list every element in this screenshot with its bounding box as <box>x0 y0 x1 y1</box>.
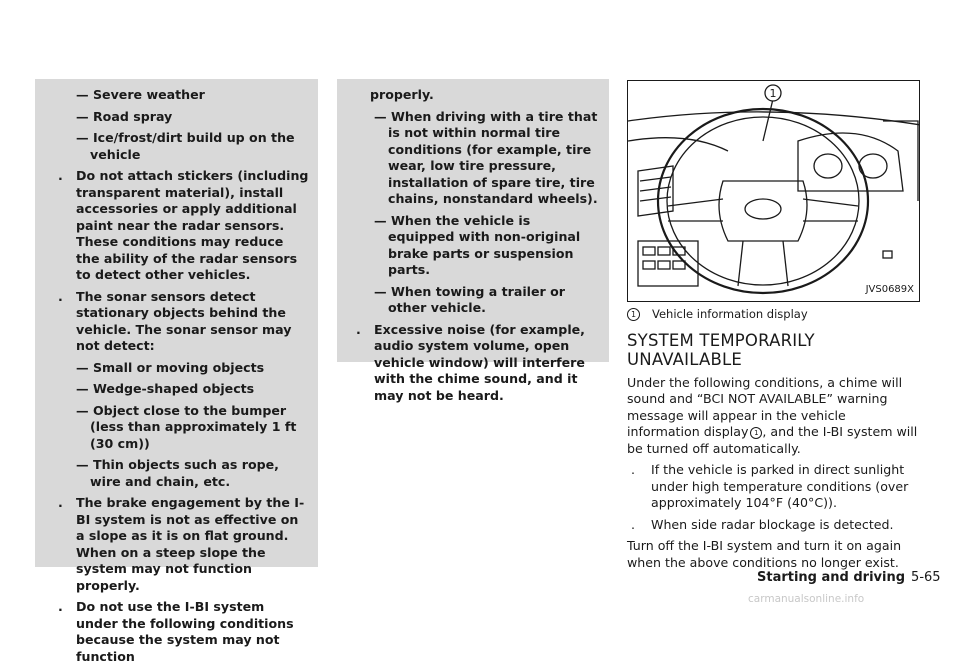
bullet-text: The sonar sensors detect stationary objects behind the vehicle. The sonar sensor may not detect: <box>76 288 292 353</box>
bullet-dot: . <box>58 168 63 183</box>
intro-paragraph <box>627 375 920 458</box>
steering-wheel-figure <box>627 80 920 302</box>
bullet-dot: . <box>356 321 361 337</box>
middle-column <box>350 87 600 409</box>
bullet-text: If the vehicle is parked in direct sunlight under high temperature conditions (over approximately 104°F (40°C)). <box>651 462 909 510</box>
inline-callout: 1 <box>750 427 762 439</box>
watermark: carmanualsonline.info <box>748 593 865 605</box>
bullet-text: The brake engagement by the I-BI system is not as effective on a slope as it is on flat ground. When on a steep slope the system may not function properly. <box>76 495 305 593</box>
intro-text-before: Under the following conditions, a chime will sound and “BCI NOT AVAILABLE” warning message will appear in the vehicle information display <box>627 374 903 439</box>
bullet-item <box>52 495 310 594</box>
bullet-dot: . <box>631 462 636 477</box>
bullet-dot: . <box>58 288 63 304</box>
bullet-dot: . <box>58 495 63 510</box>
section-heading: SYSTEM TEMPORARILY UNAVAILABLE <box>627 330 815 369</box>
figure-caption <box>627 306 920 323</box>
intro-text-after: , and the I-BI system will be turned off automatically. <box>627 424 918 456</box>
bullet-text: Excessive noise (for example, audio system volume, open vehicle window) will interfere with the chime sound, and it may not be heard. <box>374 321 585 403</box>
sonar-item: — Thin objects such as rope, wire and chain, etc. <box>76 457 279 489</box>
bullet-item <box>52 599 310 665</box>
caption-text: Vehicle information display <box>652 307 808 321</box>
sonar-item: — Object close to the bumper (less than approximately 1 ft (30 cm)) <box>76 402 297 451</box>
bullet-text: When side radar blockage is detected. <box>651 516 894 532</box>
callout-number: 1 <box>769 87 777 100</box>
footer-section: Starting and driving <box>757 570 906 585</box>
sonar-item: — Wedge-shaped objects <box>76 381 255 396</box>
weather-item: — Road spray <box>76 108 173 124</box>
condition-item: — When driving with a tire that is not within normal tire conditions (for example, tire wear, low tire pressure, installation of spare tire, tire chains, nonstandard wheels). <box>374 108 598 206</box>
condition-bullet <box>627 517 920 534</box>
bullet-dot: . <box>631 516 636 532</box>
bullet-text: Do not attach stickers (including transparent material), install accessories or apply additional paint near the radar sensors. These conditions may reduce the ability of the radar sensors to detect other vehicles. <box>76 168 309 282</box>
steering-wheel-illustration <box>628 81 920 302</box>
page-footer <box>757 570 941 585</box>
bullet-item <box>52 168 310 284</box>
bullet-text: Do not use the I-BI system under the following conditions because the system may not function <box>76 599 294 664</box>
weather-item: — Severe weather <box>76 87 205 102</box>
weather-item: — Ice/frost/dirt build up on the vehicle <box>76 130 295 162</box>
right-column <box>627 80 920 576</box>
sonar-item: — Small or moving objects <box>76 359 265 375</box>
condition-item: — When towing a trailer or other vehicle. <box>374 283 565 315</box>
figure-code: JVS0689X <box>865 283 914 295</box>
condition-bullet <box>627 462 920 512</box>
callout-badge: 1 <box>627 308 640 321</box>
condition-item: — When the vehicle is equipped with non-original brake parts or suspension parts. <box>374 212 581 277</box>
closing-paragraph: Turn off the I-BI system and turn it on again when the above conditions no longer exist. <box>627 538 902 570</box>
bullet-dot: . <box>58 599 63 614</box>
left-column <box>52 87 310 670</box>
continuation-text: properly. <box>370 87 434 102</box>
bullet-item <box>52 289 310 355</box>
bullet-item <box>350 322 600 405</box>
page-number: 5-65 <box>911 570 941 585</box>
